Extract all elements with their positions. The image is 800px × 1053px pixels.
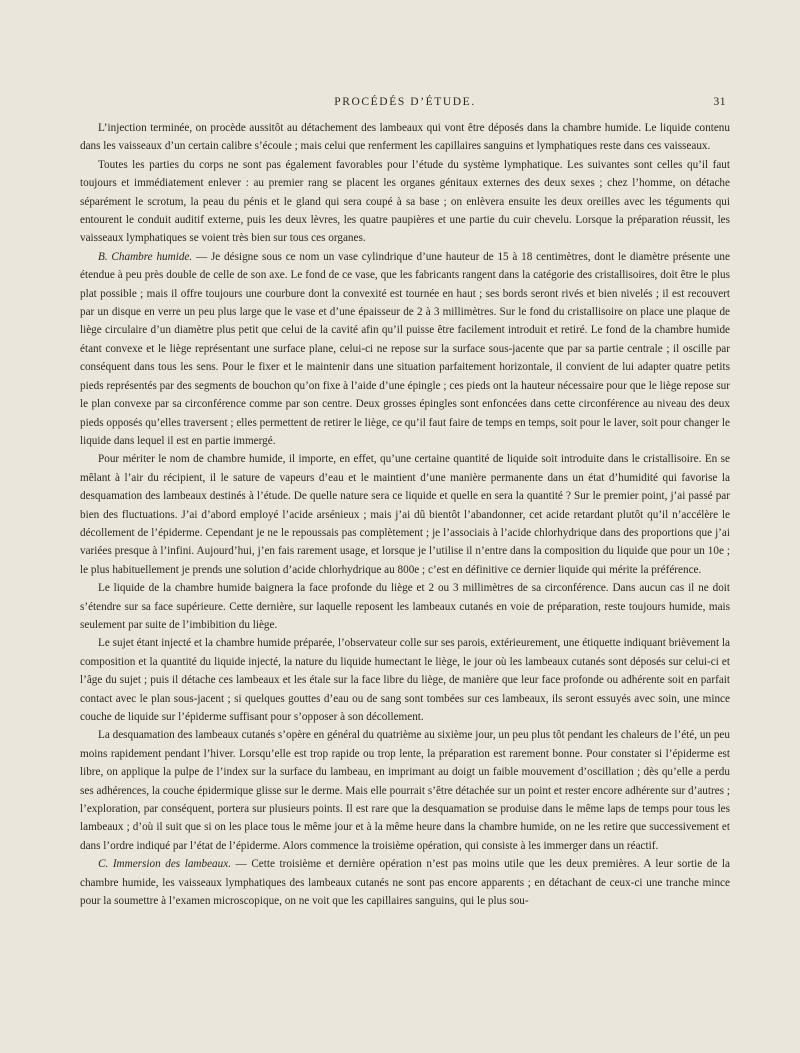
running-title: PROCÉDÉS D’ÉTUDE. xyxy=(334,96,476,108)
section-label: B. Chambre humide. xyxy=(98,250,193,263)
paragraph: Le sujet étant injecté et la chambre humide préparée, l’observateur colle sur ses parois, extérieurement, une étiquette indiquant brièvement la composition et la quantité du liquide injecté, la nature du liquide humectant le liège, le jour où les lambeaux cutanés sont déposés sur celui-ci et l’âge du sujet ; puis il détache ces lambeaux et les étale sur la face libre du liège, de manière que leur face profonde ou adhérente soit en parfait contact avec le plan sous-jacent ; si quelques gouttes d’eau ou de sang sont tombées sur ces lambeaux, ils seront essuyés avec soin, une mince couche de liquide sur l’épiderme suffisant pour s’opposer à son décollement. xyxy=(80,637,730,723)
paragraph: B. Chambre humide. — Je désigne sous ce nom un vase cylindrique d’une hauteur de 15 à 18 centimètres, dont le diamètre présente une étendue à peu près double de celle de son axe. Le fond de ce vase, que les fabricants rangent dans la catégorie des cristallisoires, doit être le plus plat possible ; mais il offre toujours une courbure dont la convexité est tournée en haut ; ses bords seront rivés et bien nivelés ; il est recouvert par un disque en verre un peu plus large que le vase et d’une épaisseur de 2 à 3 millimètres. Sur le fond du cristallisoire on place une plaque de liège circulaire d’un diamètre plus petit que celui de la cavité afin qu’il puisse être facilement introduit et retiré. Le fond de la chambre humide étant convexe et le liège représentant une surface plane, celui-ci ne repose sur la surface sous-jacente que par sa partie centrale ; il oscille par conséquent dans tous les sens. Pour le fixer et le maintenir dans une situation parfaitement horizontale, il convient de lui adapter quatre petits pieds représentés par des segments de bouchon qu’on fixe à l’aide d’une épingle ; ces pieds ont la hauteur nécessaire pour que le liège repose sur le plan convexe par sa circonférence comme par son centre. Deux grosses épingles sont enfoncées dans cette circonférence au niveau des deux pieds opposés qu’elles traversent ; elles permettent de retirer le liège, ce qu’il faut faire de temps en temps, soit pour le laver, soit pour changer le liquide dans lequel il est en partie immergé. xyxy=(80,250,730,447)
section-label: C. Immersion des lambeaux. xyxy=(98,858,232,871)
body-text xyxy=(80,119,730,910)
paragraph: C. Immersion des lambeaux. — Cette troisième et dernière opération n’est pas moins utile que les deux premières. A leur sortie de la chambre humide, les vaisseaux lymphatiques des lambeaux cutanés ne sont pas encore apparents ; en détachant de ceux-ci une tranche mince pour la soumettre à l’examen microscopique, on ne voit que les capillaires sanguins, qui le plus sou- xyxy=(80,858,730,908)
paragraph: La desquamation des lambeaux cutanés s’opère en général du quatrième au sixième jour, un peu plus tôt pendant les chaleurs de l’été, un peu moins rapidement pendant l’hiver. Lorsqu’elle est trop rapide ou trop lente, la préparation est rarement bonne. Pour constater si l’épiderme est libre, on applique la pulpe de l’index sur la surface du lambeau, en imprimant au doigt un faible mouvement d’oscillation ; dès qu’elle a perdu ses adhérences, la couche épidermique glisse sur le derme. Mais elle pourrait s’être détachée sur un point et rester encore adhérente sur d’autres ; l’exploration, par conséquent, portera sur plusieurs points. Il est rare que la desquamation se produise dans le même laps de temps pour tous les lambeaux ; d’où il suit que si on les place tous le même jour et à la même heure dans la chambre humide, on ne les retire que successivement et dans l’ordre indiqué par l’état de l’épiderme. Alors commence la troisième opération, qui consiste à les immerger dans un réactif. xyxy=(80,729,730,852)
paragraph: Le liquide de la chambre humide baignera la face profonde du liège et 2 ou 3 millimètres de sa circonférence. Dans aucun cas il ne doit s’étendre sur sa face supérieure. Cette dernière, sur laquelle reposent les lambeaux cutanés en voie de préparation, reste toujours humide, mais seulement par suite de l’imbibition du liège. xyxy=(80,582,730,631)
page-number: 31 xyxy=(713,96,726,108)
paragraph: Toutes les parties du corps ne sont pas également favorables pour l’étude du système lymphatique. Les suivantes sont celles qu’il faut toujours et immédiatement enlever : au premier rang se placent les organes génitaux externes des deux sexes ; chez l’homme, on détache séparément le scrotum, la peau du pénis et le gland qui sera coupé à sa base ; on enlèvera ensuite les deux oreilles avec les téguments qui entourent le conduit auditif externe, puis les deux lèvres, les quatre paupières et une partie du cuir chevelu. Lorsque la préparation réussit, les vaisseaux lymphatiques se voient très bien sur tous ces organes. xyxy=(80,158,730,245)
paragraph: Pour mériter le nom de chambre humide, il importe, en effet, qu’une certaine quantité de liquide soit introduite dans le cristallisoire. En se mêlant à l’air du récipient, il le sature de vapeurs d’eau et le maintient d’une manière permanente dans un état d’humidité qui favorise la desquamation des lambeaux destinés à l’étude. De quelle nature sera ce liquide et quelle en sera la quantité ? Sur le premier point, j’ai passé par bien des fluctuations. J’ai d’abord employé l’acide arsénieux ; mais j’ai dû bientôt l’abandonner, cet acide retardant plutôt qu’il n’accélère le décollement de l’épiderme. Cependant je ne le repoussais pas complètement ; je l’associais à l’acide chlorhydrique dans des proportions que j’ai variées presque à l’infini. Aujourd’hui, j’en fais rarement usage, et lorsque je l’utilise il n’entre dans la composition du liquide que pour un 10e ; le plus habituellement je prends une solution d’acide chlorhydrique au 800e ; c’est en définitive ce dernier liquide qui mérite la préférence. xyxy=(80,453,730,576)
paragraph: L’injection terminée, on procède aussitôt au détachement des lambeaux qui vont être déposés dans la chambre humide. Le liquide contenu dans les vaisseaux d’un certain calibre s’écoule ; mais celui que renferment les capillaires sanguins et lymphatiques reste dans ces vaisseaux. xyxy=(80,122,730,153)
running-header xyxy=(80,96,730,112)
